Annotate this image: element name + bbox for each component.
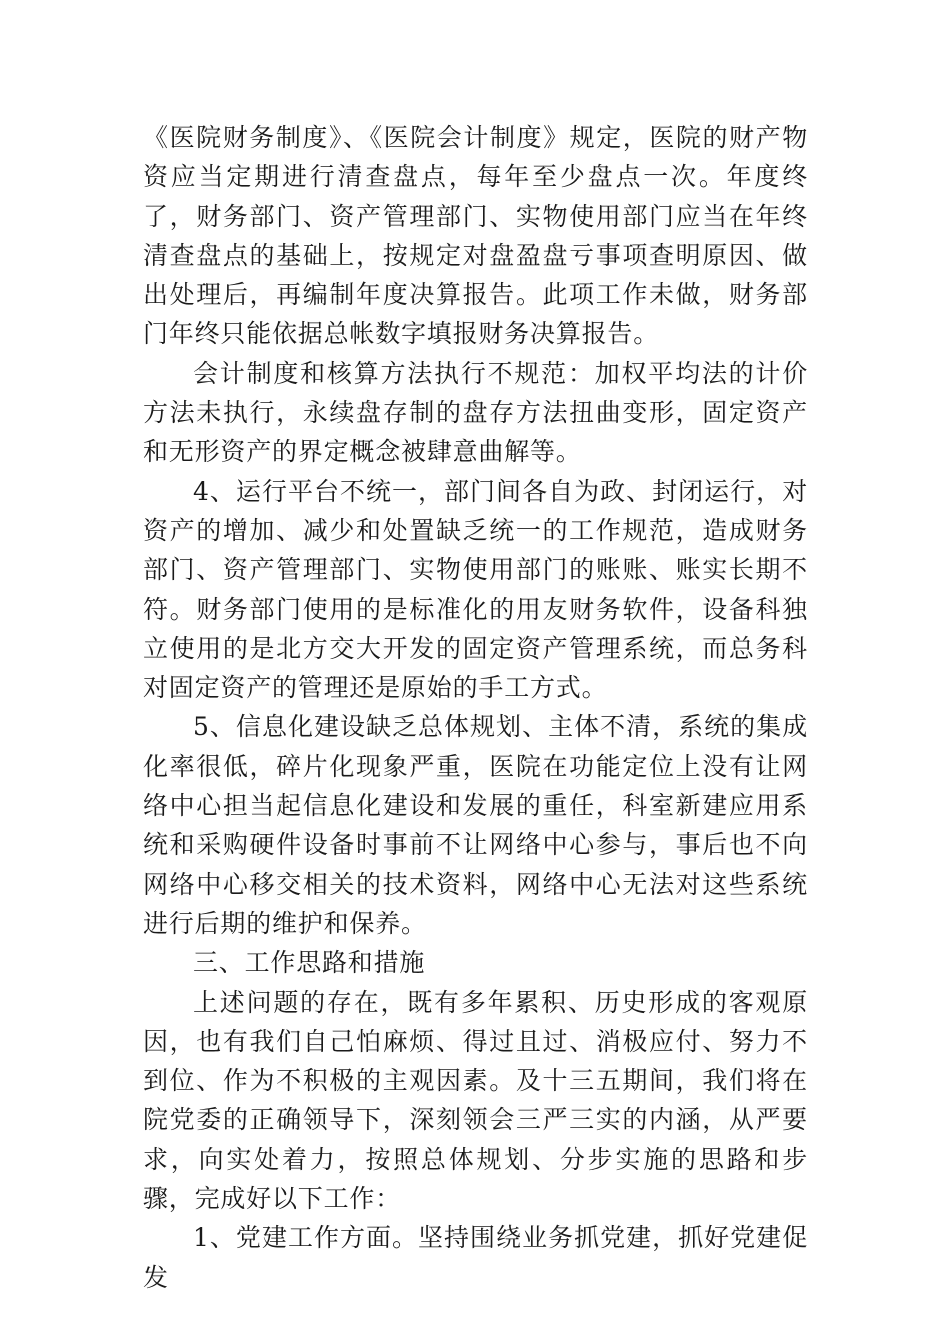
paragraph-party-building: 1、党建工作方面。坚持围绕业务抓党建，抓好党建促发: [143, 1223, 808, 1292]
paragraph-asset-inventory-rules: 《医院财务制度》、《医院会计制度》规定，医院的财产物资应当定期进行清查盘点，每年至少盘点一次。年度终了，财务部门、资产管理部门、实物使用部门应当在年终清查盘点的基础上，按规定对盘盈盘亏事项查明原因、做出处理后，再编制年度决算报告。此项工作未做，财务部门年终只能依据总帐数字填报财务决算报告。: [143, 123, 808, 349]
paragraph-accounting-methods: 会计制度和核算方法执行不规范：加权平均法的计价方法未执行，永续盘存制的盘存方法扭曲变形，固定资产和无形资产的界定概念被肆意曲解等。: [143, 358, 808, 467]
body-text: [143, 118, 808, 1297]
section-heading-work-plan: 三、工作思路和措施: [193, 948, 426, 978]
paragraph-informatization-issue: 5、信息化建设缺乏总体规划、主体不清，系统的集成化率很低，碎片化现象严重，医院在功能定位上没有让网络中心担当起信息化建设和发展的重任，科室新建应用系统和采购硬件设备时事前不让网络中心参与，事后也不向网络中心移交相关的技术资料，网络中心无法对这些系统进行后期的维护和保养。: [143, 712, 808, 938]
paragraph-platform-issue: 4、运行平台不统一，部门间各自为政、封闭运行，对资产的增加、减少和处置缺乏统一的工作规范，造成财务部门、资产管理部门、实物使用部门的账账、账实长期不符。财务部门使用的是标准化的用友财务软件，设备科独立使用的是北方交大开发的固定资产管理系统，而总务科对固定资产的管理还是原始的手工方式。: [143, 476, 808, 703]
paragraph-causes-and-plan: 上述问题的存在，既有多年累积、历史形成的客观原因，也有我们自己怕麻烦、得过且过、消极应付、努力不到位、作为不积极的主观因素。及十三五期间，我们将在院党委的正确领导下，深刻领会三严三实的内涵，从严要求，向实处着力，按照总体规划、分步实施的思路和步骤，完成好以下工作：: [143, 987, 808, 1214]
